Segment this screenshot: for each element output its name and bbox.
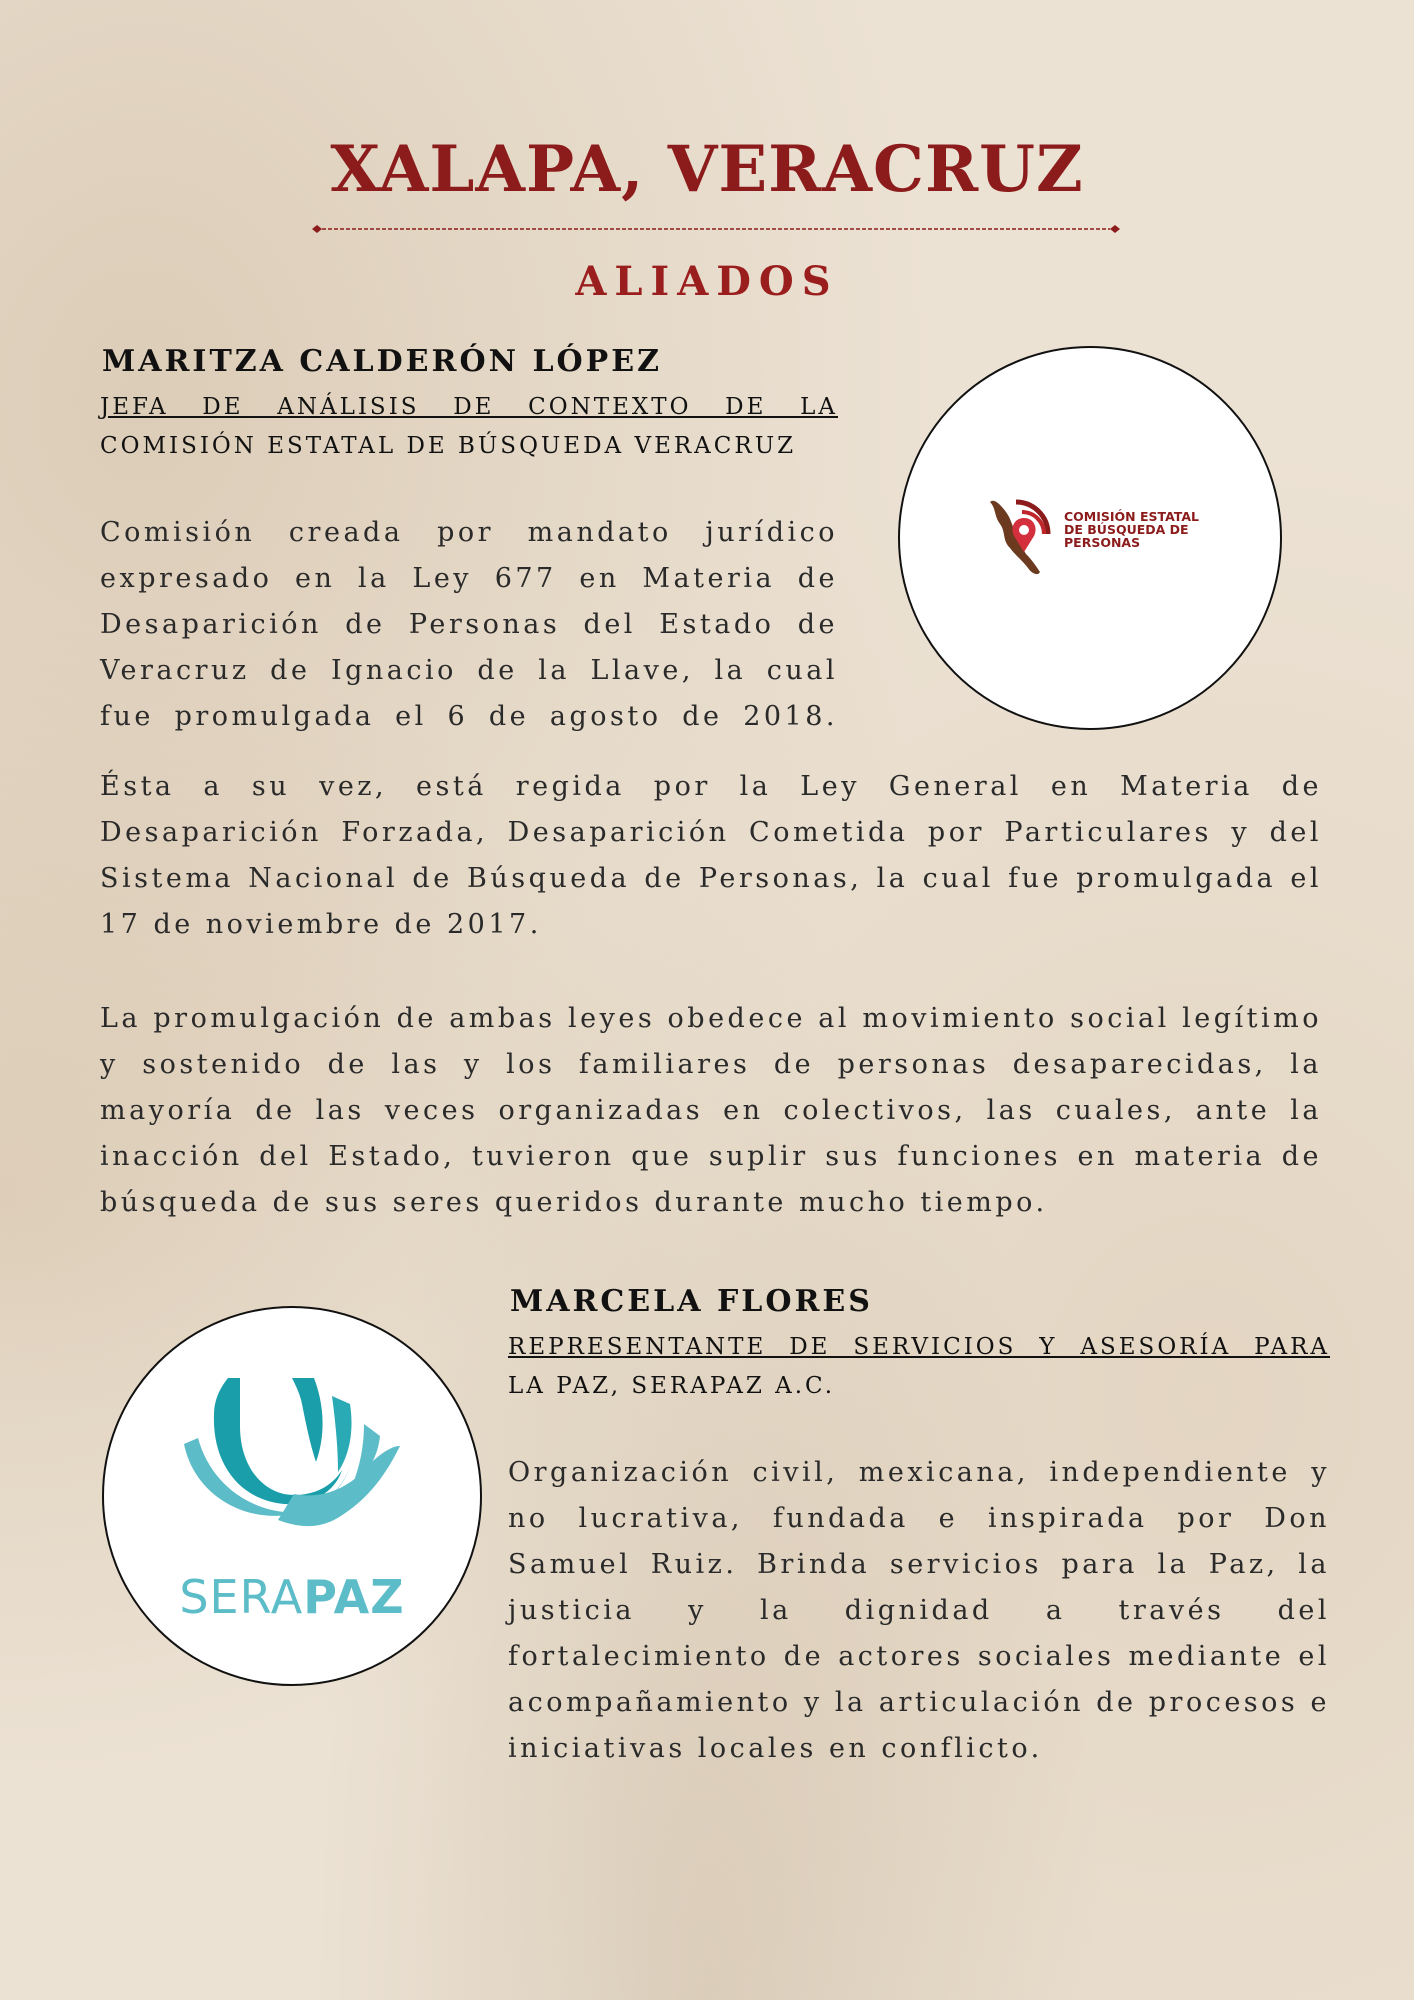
ally1-role-line1: JEFA DE ANÁLISIS DE CONTEXTO DE LA bbox=[100, 394, 838, 420]
ally2-logo bbox=[102, 1306, 482, 1686]
ally1-paragraph1: Comisión creada por mandato jurídico expresado en la Ley 677 en Materia de Desaparición de Personas del Estado de Veracruz de Ignacio de la Llave, la cual fue promulgada el 6 de agosto de 2018. bbox=[100, 517, 838, 732]
title-divider bbox=[312, 224, 1120, 234]
ally2-logo-wordmark: SERAPAZ bbox=[179, 1570, 405, 1624]
ally2-name: MARCELA FLORES bbox=[510, 1284, 873, 1319]
ally1-paragraph2: Ésta a su vez, está regida por la Ley General en Materia de Desaparición Forzada, Desaparición Cometida por Particulares y del Sistema Nacional de Búsqueda de Personas, la cual fue promulgada el 17 de noviembre de 2017. bbox=[100, 771, 1322, 940]
ally1-logo-text: COMISIÓN ESTATAL DE BÚSQUEDA DE PERSONAS bbox=[1064, 509, 1199, 550]
ally2-role-line1: REPRESENTANTE DE SERVICIOS Y ASESORÍA PARA bbox=[508, 1334, 1330, 1360]
ale2-role-line2: LA PAZ, SERAPAZ A.C. bbox=[508, 1373, 836, 1399]
ally2-paragraph1: Organización civil, mexicana, independiente y no lucrativa, fundada e inspirada por Don Samuel Ruiz. Brinda servicios para la Paz, la justicia y la dignidad a través del fortalecimiento de actores sociales mediante el acompañamiento y la articulación de procesos e iniciativas locales en conflicto. bbox=[508, 1457, 1330, 1764]
ally2-role bbox=[508, 1328, 1330, 1406]
ally1-logo bbox=[898, 346, 1282, 730]
map-pin-veracruz-icon bbox=[982, 498, 1062, 580]
serapaz-wave-icon bbox=[174, 1374, 410, 1554]
page-title: XALAPA, VERACRUZ bbox=[330, 132, 1084, 207]
ally1-paragraph3: La promulgación de ambas leyes obedece al movimiento social legítimo y sostenido de las y los familiares de personas desaparecidas, la mayoría de las veces organizadas en colectivos, las cuales, ante la inacción del Estado, tuvieron que suplir sus funciones en materia de búsqueda de sus seres queridos durante mucho tiempo. bbox=[100, 1003, 1322, 1218]
section-subtitle: ALIADOS bbox=[575, 258, 839, 305]
ally1-role bbox=[100, 388, 838, 466]
ally1-role-line2: COMISIÓN ESTATAL DE BÚSQUEDA VERACRUZ bbox=[100, 433, 797, 459]
ally1-name: MARITZA CALDERÓN LÓPEZ bbox=[102, 344, 663, 379]
